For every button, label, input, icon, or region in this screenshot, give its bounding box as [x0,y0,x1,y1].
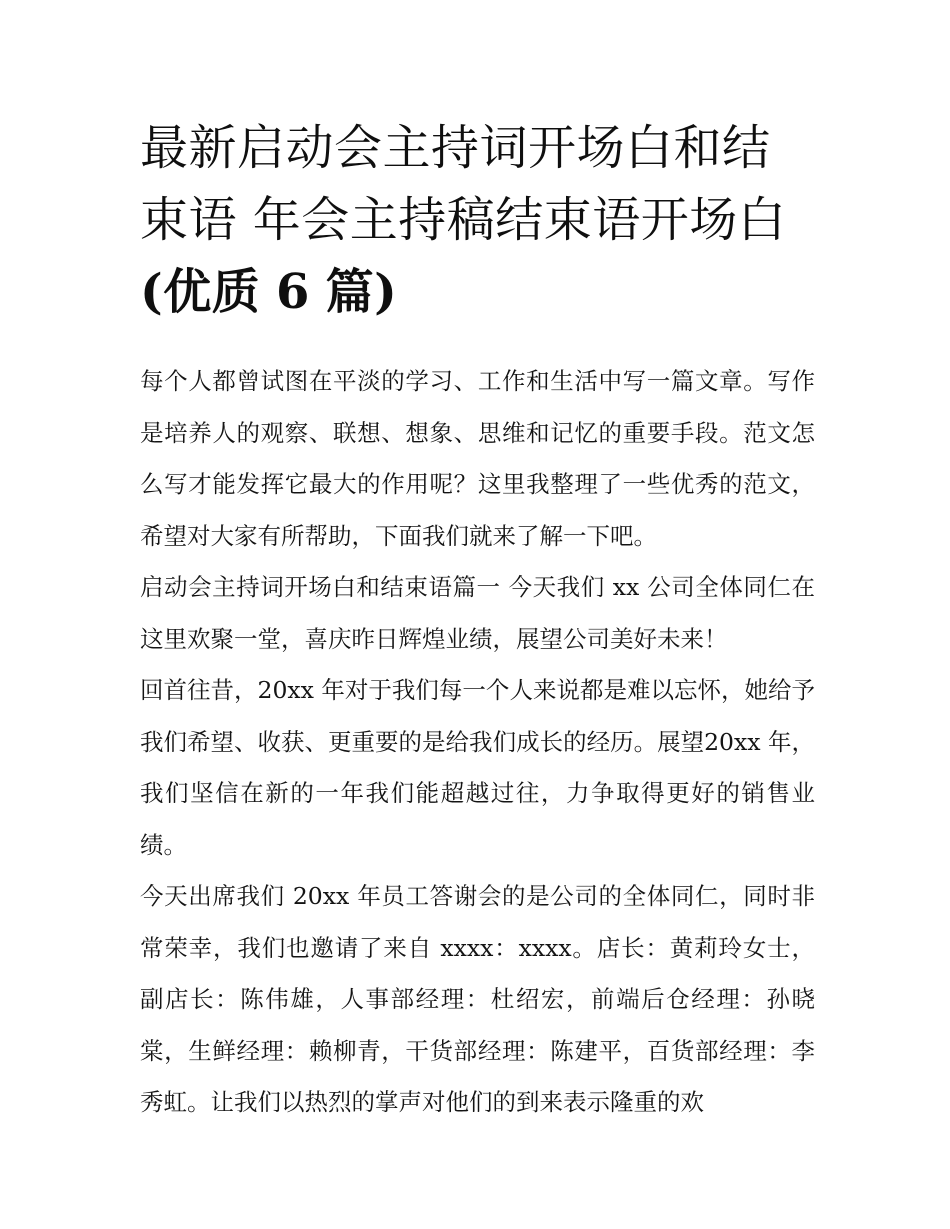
title-line-3-open: (优质 [140,264,261,320]
title-line-2: 束语 年会主持稿结束语开场白 [140,192,787,248]
paragraph-review: 回首往昔，20xx 年对于我们每一个人来说都是难以忘怀，她给予我们希望、收获、更重要的是给我们成长的经历。展望20xx 年，我们坚信在新的一年我们能超越过往，力争取得更好的销售业绩。 [140,676,815,859]
title-line-3-number: 6 [275,264,310,320]
paragraph-opening: 启动会主持词开场白和结束语篇一 今天我们 xx 公司全体同仁在这里欢聚一堂，喜庆昨日辉煌业绩，展望公司美好未来！ [140,573,815,653]
document-title [140,112,820,328]
title-line-1: 最新启动会主持词开场白和结 [140,120,771,176]
document-body [140,356,815,1129]
title-line-3-close: 篇) [325,264,398,320]
paragraph-guests: 今天出席我们 20xx 年员工答谢会的是公司的全体同仁，同时非常荣幸，我们也邀请了来自 xxxx：xxxx。店长：黄莉玲女士，副店长：陈伟雄，人事部经理：杜绍宏，前端后仓经理：孙晓棠，生鲜经理：赖柳青，干货部经理：陈建平，百货部经理：李秀虹。让我们以热烈的掌声对他们的到来表示隆重的欢 [140,882,815,1116]
paragraph-intro: 每个人都曾试图在平淡的学习、工作和生活中写一篇文章。写作是培养人的观察、联想、想象、思维和记忆的重要手段。范文怎么写才能发挥它最大的作用呢？这里我整理了一些优秀的范文，希望对大家有所帮助，下面我们就来了解一下吧。 [140,367,815,550]
